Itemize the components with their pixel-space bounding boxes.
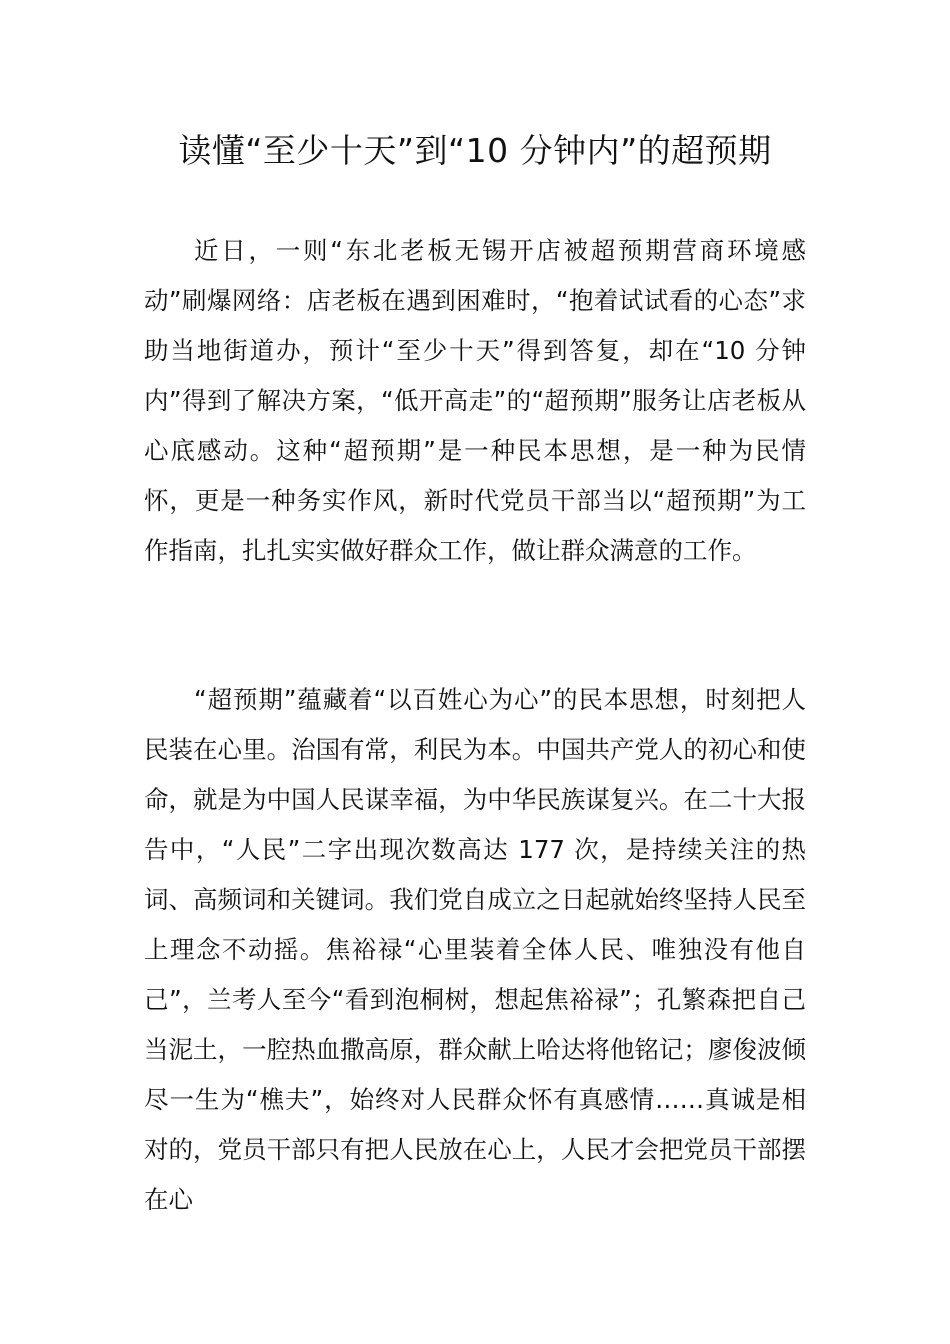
paragraph-1: 近日，一则“东北老板无锡开店被超预期营商环境感动”刷爆网络：店老板在遇到困难时，“抱着试试看的心态”求助当地街道办，预计“至少十天”得到答复，却在“10 分钟内”得到了解决方案，“低开高走”的“超预期”服务让店老板从心底感动。这种“超预期”是一种民本思想，是一种为民情怀，更是一种务实作风，新时代党员干部当以“超预期”为工作指南，扎扎实实做好群众工作，做让群众满意的工作。: [144, 236, 806, 565]
document-title: 读懂“至少十天”到“10 分钟内”的超预期: [178, 131, 772, 170]
paragraph-2: “超预期”蕴藏着“以百姓心为心”的民本思想，时刻把人民装在心里。治国有常，利民为本。中国共产党人的初心和使命，就是为中国人民谋幸福，为中华民族谋复兴。在二十大报告中，“人民”二字出现次数高达 177 次，是持续关注的热词、高频词和关键词。我们党自成立之日起就始终坚持人民至上理念不动摇。焦裕禄“心里装着全体人民、唯独没有他自己”，兰考人至今“看到泡桐树，想起焦裕禄”；孔繁森把自己当泥土，一腔热血撒高原，群众献上哈达将他铭记；廖俊波倾尽一生为“樵夫”，始终对人民群众怀有真感情……真诚是相对的，党员干部只有把人民放在心上，人民才会把党员干部摆在心: [144, 685, 806, 1214]
